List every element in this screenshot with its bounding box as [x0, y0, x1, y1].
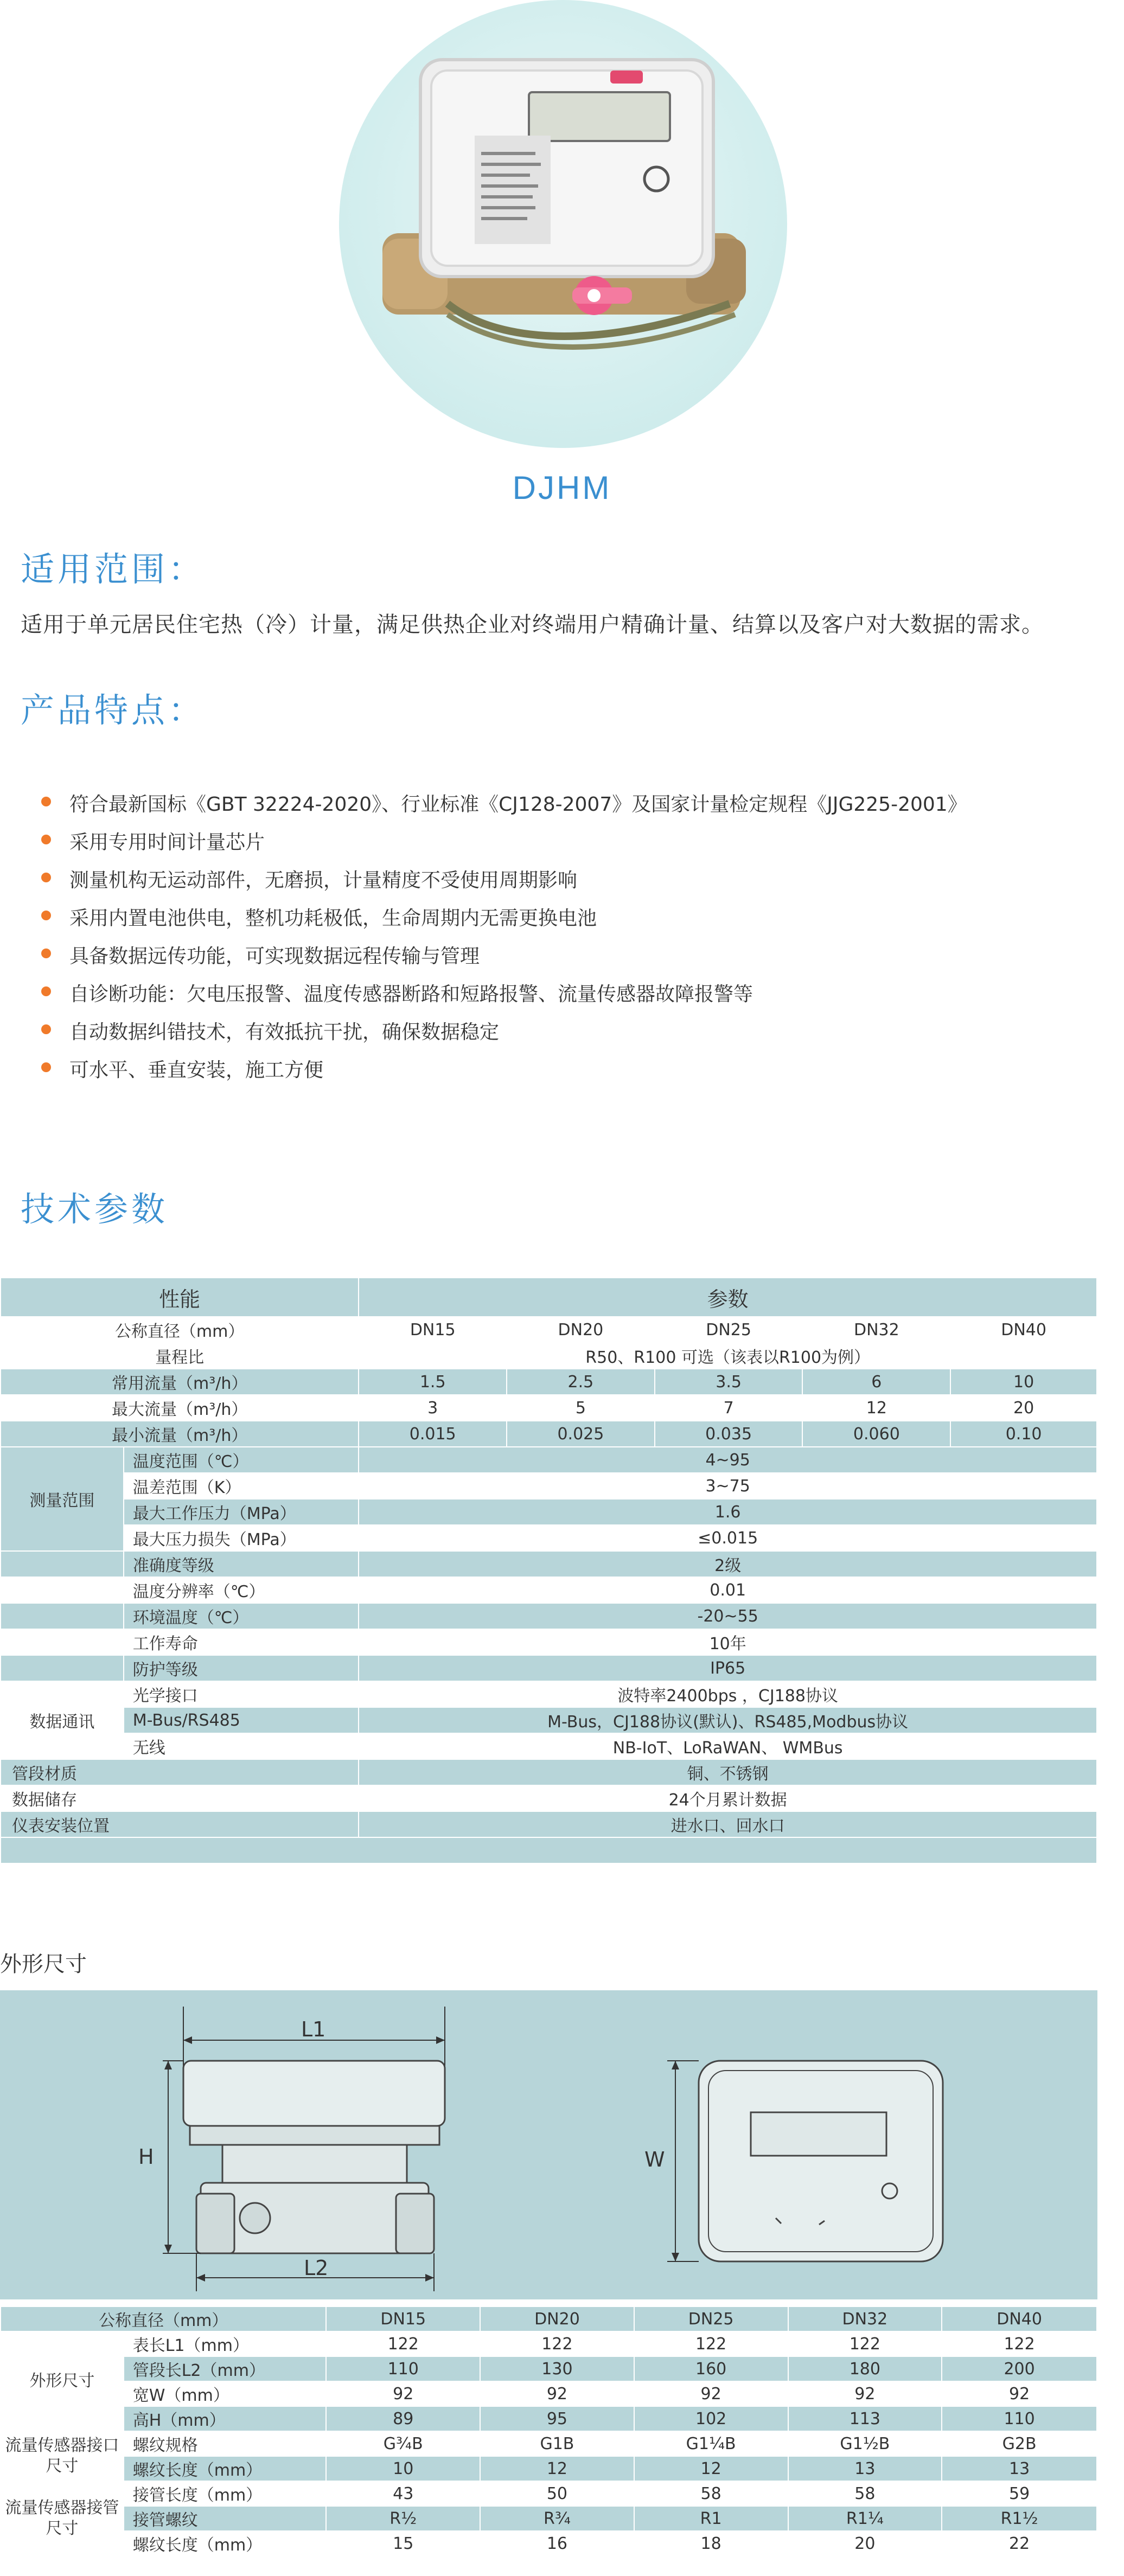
flow-label: 最大流量（m³/h）: [1, 1395, 359, 1421]
row-value: 58: [788, 2481, 942, 2506]
spacer-cell: [1, 1837, 1097, 1863]
row-value: 92: [480, 2381, 634, 2406]
row-value: 进水口、回水口: [359, 1811, 1097, 1837]
row-value: 22: [942, 2531, 1097, 2556]
row-label: 防护等级: [124, 1655, 359, 1681]
dn-label: 公称直径（mm）: [1, 1317, 359, 1343]
feature-item: 测量机构无运动部件，无磨损，计量精度不受使用周期影响: [69, 869, 578, 892]
row-value: 50: [480, 2481, 634, 2506]
specs-title: 技术参数: [21, 1189, 169, 1229]
row-value: G1½B: [788, 2431, 942, 2456]
bullet-dot: [41, 835, 51, 844]
row-value: 15: [326, 2531, 480, 2556]
flow-cell: 0.035: [655, 1421, 803, 1447]
row-value: 110: [326, 2356, 480, 2381]
product-photo-circle: [339, 0, 787, 448]
row-value: G1B: [480, 2431, 634, 2456]
dimension-table: [0, 2306, 1097, 2556]
row-value: 102: [634, 2406, 788, 2431]
row-value: 0.01: [359, 1577, 1097, 1603]
table-row: [1, 1447, 1097, 1473]
spacer-cell: [1, 1551, 124, 1577]
dn-cell: DN25: [655, 1317, 803, 1343]
bullet-dot: [41, 873, 51, 882]
row-label: M-Bus/RS485: [124, 1707, 359, 1733]
product-photo: [339, 0, 787, 448]
table-row: [1, 1551, 1097, 1577]
row-label: 接管长度（mm）: [124, 2481, 327, 2506]
row-label: 管段材质: [1, 1759, 359, 1785]
dn-cell: DN15: [326, 2306, 480, 2331]
dn-cell: DN40: [950, 1317, 1097, 1343]
table-row: [1, 1525, 1097, 1551]
row-value: 4~95: [359, 1447, 1097, 1473]
table-row: [1, 1317, 1097, 1343]
row-value: 122: [480, 2331, 634, 2356]
row-value: 13: [788, 2456, 942, 2481]
row-value: 180: [788, 2356, 942, 2381]
row-label: 螺纹长度（mm）: [124, 2456, 327, 2481]
row-value: 2级: [359, 1551, 1097, 1577]
table-row: [1, 1811, 1097, 1837]
table-row: [1, 1369, 1097, 1395]
table-row: [1, 2406, 1097, 2431]
feature-item: 具备数据远传功能，可实现数据远程传输与管理: [69, 945, 480, 967]
row-value: 铜、不锈钢: [359, 1759, 1097, 1785]
table-row: [1, 1655, 1097, 1681]
group-label: 数据通讯: [1, 1681, 124, 1759]
table-row: [1, 1785, 1097, 1811]
row-value: 122: [942, 2331, 1097, 2356]
range-value: R50、R100 可选（该表以R100为例）: [359, 1343, 1097, 1369]
dn-cell: DN20: [507, 1317, 655, 1343]
range-label: 量程比: [1, 1343, 359, 1369]
row-value: G2B: [942, 2431, 1097, 2456]
dn-cell: DN25: [634, 2306, 788, 2331]
row-label: 温度分辨率（℃）: [124, 1577, 359, 1603]
group-label: 流量传感器接管尺寸: [1, 2481, 124, 2556]
row-value: -20~55: [359, 1603, 1097, 1629]
row-value: 59: [942, 2481, 1097, 2506]
row-label: 温度范围（℃）: [124, 1447, 359, 1473]
row-value: 130: [480, 2356, 634, 2381]
row-value: 92: [326, 2381, 480, 2406]
row-value: 122: [634, 2331, 788, 2356]
feature-item: 自动数据纠错技术，有效抵抗干扰，确保数据稳定: [69, 1021, 500, 1043]
row-value: NB-IoT、LoRaWAN、 WMBus: [359, 1733, 1097, 1759]
flow-label: 常用流量（m³/h）: [1, 1369, 359, 1395]
row-value: R½: [326, 2506, 480, 2531]
header-cell: 参数: [359, 1278, 1097, 1317]
dn-cell: DN40: [942, 2306, 1097, 2331]
row-value: G¾B: [326, 2431, 480, 2456]
table-row: [1, 1473, 1097, 1499]
group-label: 流量传感器接口尺寸: [1, 2431, 124, 2481]
label-w: W: [644, 2148, 665, 2171]
scope-text: 适用于单元居民住宅热（冷）计量，满足供热企业对终端用户精确计量、结算以及客户对大数据的需求。: [21, 612, 1044, 637]
row-label: 高H（mm）: [124, 2406, 327, 2431]
row-value: R1¼: [788, 2506, 942, 2531]
flow-cell: 0.025: [507, 1421, 655, 1447]
row-value: 200: [942, 2356, 1097, 2381]
table-row: [1, 2481, 1097, 2506]
flow-cell: 6: [802, 1369, 950, 1395]
dn-cell: DN32: [802, 1317, 950, 1343]
row-value: M-Bus，CJ188协议(默认)、RS485,Modbus协议: [359, 1707, 1097, 1733]
row-label: 工作寿命: [124, 1629, 359, 1655]
table-row: [1, 2381, 1097, 2406]
flow-cell: 3: [359, 1395, 507, 1421]
table-row: [1, 2531, 1097, 2556]
row-value: IP65: [359, 1655, 1097, 1681]
row-value: 89: [326, 2406, 480, 2431]
dn-cell: DN20: [480, 2306, 634, 2331]
row-value: 波特率2400bps ，CJ188协议: [359, 1681, 1097, 1707]
table-row: [1, 2456, 1097, 2481]
row-value: G1¼B: [634, 2431, 788, 2456]
table-row: [1, 1733, 1097, 1759]
row-label: 环境温度（℃）: [124, 1603, 359, 1629]
bullet-dot: [41, 1024, 51, 1034]
spacer-cell: [1, 1655, 124, 1681]
row-label: 表长L1（mm）: [124, 2331, 327, 2356]
row-value: 110: [942, 2406, 1097, 2431]
dn-label: 公称直径（mm）: [1, 2306, 326, 2331]
feature-item: 可水平、垂直安装，施工方便: [69, 1059, 324, 1081]
table-row: [1, 2331, 1097, 2356]
dn-cell: DN15: [359, 1317, 507, 1343]
feature-item: 采用专用时间计量芯片: [69, 831, 265, 854]
label-l2: L2: [304, 2256, 329, 2280]
row-value: R¾: [480, 2506, 634, 2531]
flow-cell: 20: [950, 1395, 1097, 1421]
row-label: 无线: [124, 1733, 359, 1759]
row-label: 数据储存: [1, 1785, 359, 1811]
scope-title: 适用范围：: [21, 549, 206, 589]
row-value: 58: [634, 2481, 788, 2506]
table-row: [1, 2306, 1097, 2331]
row-value: R1: [634, 2506, 788, 2531]
label-l1: L1: [301, 2017, 326, 2041]
flow-cell: 10: [950, 1369, 1097, 1395]
table-row: [1, 1421, 1097, 1447]
flow-label: 最小流量（m³/h）: [1, 1421, 359, 1447]
flow-cell: 5: [507, 1395, 655, 1421]
row-value: 43: [326, 2481, 480, 2506]
dimensions-title: 外形尺寸: [0, 1952, 87, 1977]
flow-cell: 1.5: [359, 1369, 507, 1395]
row-value: 113: [788, 2406, 942, 2431]
group-label: 外形尺寸: [1, 2331, 124, 2431]
flow-cell: 0.015: [359, 1421, 507, 1447]
flow-cell: 7: [655, 1395, 803, 1421]
row-value: 3~75: [359, 1473, 1097, 1499]
label-h: H: [138, 2145, 154, 2169]
product-model: DJHM: [512, 470, 612, 506]
row-label: 接管螺纹: [124, 2506, 327, 2531]
row-label: 宽W（mm）: [124, 2381, 327, 2406]
table-row: [1, 1577, 1097, 1603]
table-row: [1, 2506, 1097, 2531]
row-value: ≤0.015: [359, 1525, 1097, 1551]
feature-item: 采用内置电池供电，整机功耗极低，生命周期内无需更换电池: [69, 907, 597, 930]
row-value: 1.6: [359, 1499, 1097, 1525]
table-row: [1, 1759, 1097, 1785]
row-value: 95: [480, 2406, 634, 2431]
row-label: 最大压力损失（MPa）: [124, 1525, 359, 1551]
row-value: 18: [634, 2531, 788, 2556]
table-row: [1, 2431, 1097, 2456]
features-title: 产品特点：: [21, 690, 206, 730]
flow-cell: 0.10: [950, 1421, 1097, 1447]
row-value: 24个月累计数据: [359, 1785, 1097, 1811]
table-row: [1, 1837, 1097, 1863]
dimension-drawing: [0, 1990, 1097, 2299]
bullet-dot: [41, 911, 51, 920]
row-label: 光学接口: [124, 1681, 359, 1707]
flow-cell: 12: [802, 1395, 950, 1421]
row-value: R1½: [942, 2506, 1097, 2531]
row-value: 92: [788, 2381, 942, 2406]
dn-cell: DN32: [788, 2306, 942, 2331]
feature-item: 自诊断功能：欠电压报警、温度传感器断路和短路报警、流量传感器故障报警等: [69, 983, 753, 1005]
row-value: 122: [788, 2331, 942, 2356]
row-value: 20: [788, 2531, 942, 2556]
row-label: 最大工作压力（MPa）: [124, 1499, 359, 1525]
table-row: [1, 1629, 1097, 1655]
row-value: 122: [326, 2331, 480, 2356]
table-row: [1, 2356, 1097, 2381]
header-cell: 性能: [1, 1278, 359, 1317]
row-value: 13: [942, 2456, 1097, 2481]
row-value: 92: [942, 2381, 1097, 2406]
table-row: [1, 1395, 1097, 1421]
table-row: [1, 1278, 1097, 1317]
row-value: 16: [480, 2531, 634, 2556]
row-value: 92: [634, 2381, 788, 2406]
bullet-dot: [41, 797, 51, 806]
row-value: 12: [480, 2456, 634, 2481]
table-row: [1, 1499, 1097, 1525]
bullet-dot: [41, 986, 51, 996]
row-label: 准确度等级: [124, 1551, 359, 1577]
row-label: 温差范围（K）: [124, 1473, 359, 1499]
row-label: 管段长L2（mm）: [124, 2356, 327, 2381]
bullet-dot: [41, 949, 51, 958]
row-label: 螺纹规格: [124, 2431, 327, 2456]
row-value: 10: [326, 2456, 480, 2481]
row-label: 螺纹长度（mm）: [124, 2531, 327, 2556]
row-value: 10年: [359, 1629, 1097, 1655]
row-value: 12: [634, 2456, 788, 2481]
row-label: 仪表安装位置: [1, 1811, 359, 1837]
row-value: 160: [634, 2356, 788, 2381]
spacer-cell: [1, 1577, 124, 1603]
spec-table: [0, 1277, 1097, 1864]
table-row: [1, 1681, 1097, 1707]
group-label: 测量范围: [1, 1447, 124, 1551]
feature-item: 符合最新国标《GBT 32224-2020》、行业标准《CJ128-2007》及国家计量检定规程《JJG225-2001》: [69, 793, 967, 816]
table-row: [1, 1343, 1097, 1369]
dimension-drawing-panel: [0, 1990, 1097, 2299]
bullet-dot: [41, 1062, 51, 1072]
flow-cell: 0.060: [802, 1421, 950, 1447]
flow-cell: 3.5: [655, 1369, 803, 1395]
spacer-cell: [1, 1603, 124, 1629]
flow-cell: 2.5: [507, 1369, 655, 1395]
table-row: [1, 1603, 1097, 1629]
spacer-cell: [1, 1629, 124, 1655]
table-row: [1, 1707, 1097, 1733]
